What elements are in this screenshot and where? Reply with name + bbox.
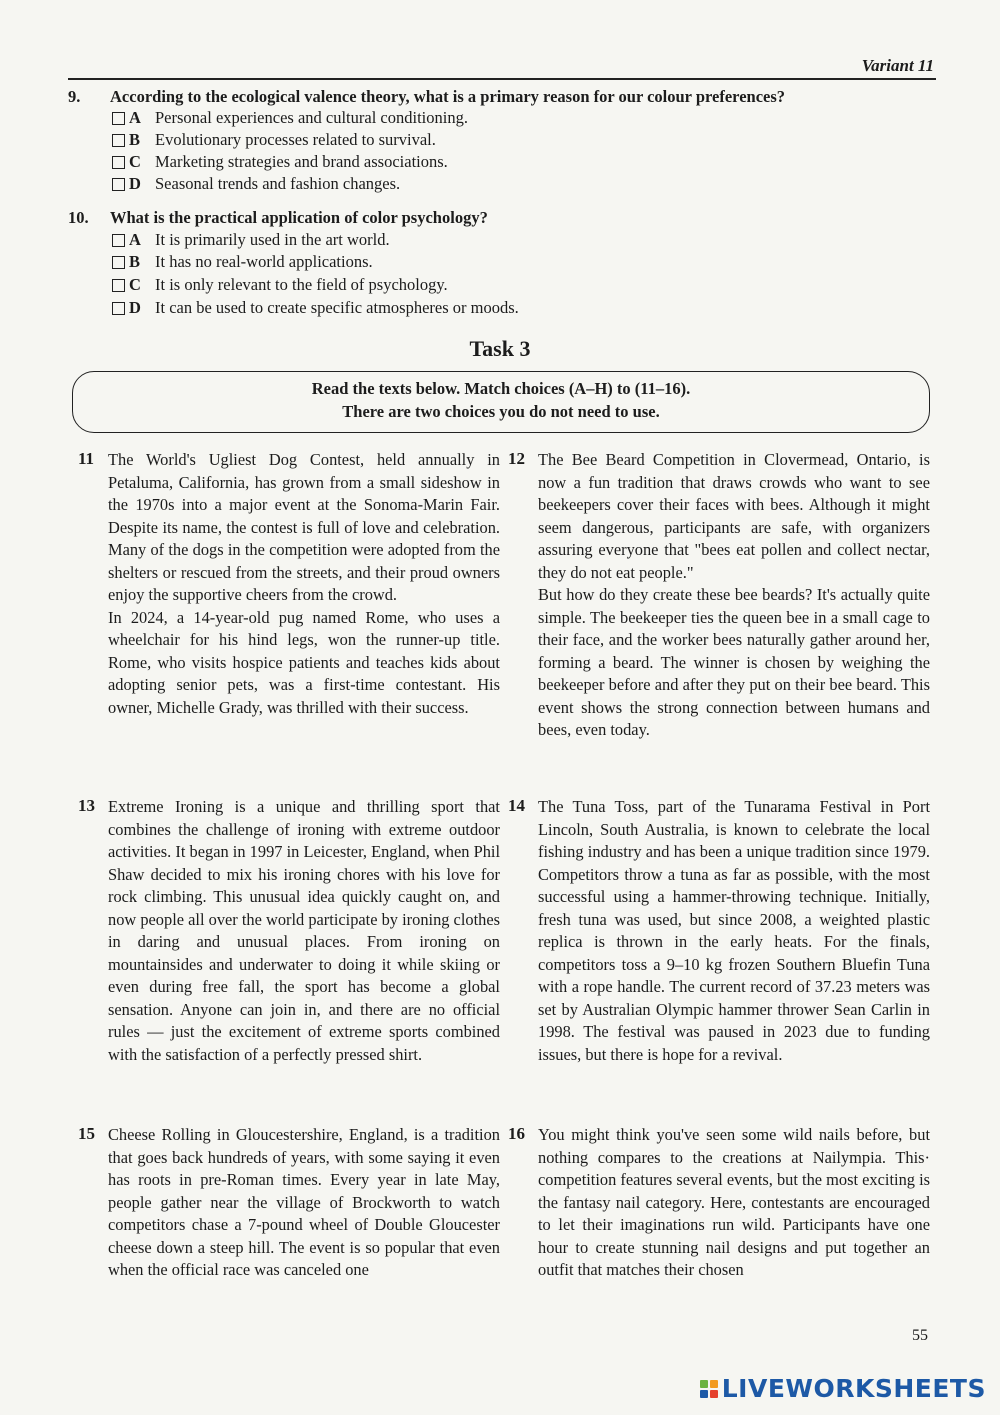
text-16 bbox=[508, 1124, 930, 1282]
option-text: Personal experiences and cultural conditioning. bbox=[155, 108, 468, 127]
option-b[interactable] bbox=[112, 130, 436, 150]
text-paragraph: Cheese Rolling in Gloucestershire, England, is a tradition that goes back hundreds of years, with some saying it even has roots in pre-Roman times. Every year in late May, people gather near the village of Brockworth to watch competitors chase a 7-pound wheel of Double Gloucester cheese down a steep hill. The event is so popular that even when the official race was canceled one bbox=[108, 1125, 500, 1279]
question-number: 9. bbox=[68, 87, 81, 106]
text-number: 15 bbox=[78, 1124, 95, 1143]
option-letter: D bbox=[129, 298, 141, 317]
checkbox[interactable] bbox=[112, 178, 125, 191]
text-13 bbox=[78, 796, 500, 1066]
instruction-box bbox=[72, 371, 930, 433]
option-text: It has no real-world applications. bbox=[155, 252, 373, 271]
text-15 bbox=[78, 1124, 500, 1282]
question-text: According to the ecological valence theory, what is a primary reason for our colour preferences? bbox=[110, 87, 786, 106]
text-paragraph: In 2024, a 14-year-old pug named Rome, who uses a wheelchair for his hind legs, won the runner-up title. Rome, who visits hospice patients and teaches kids about adopting senior pets, was a first-time contestant. His owner, Michelle Grady, was thrilled with their success. bbox=[108, 607, 500, 717]
option-letter: D bbox=[129, 174, 141, 193]
option-d[interactable] bbox=[112, 298, 519, 318]
text-number: 13 bbox=[78, 796, 95, 815]
question-text: What is the practical application of color psychology? bbox=[110, 208, 488, 227]
text-paragraph: The Bee Beard Competition in Clovermead, Ontario, is now a fun tradition that draws crowds who want to see beekeepers cover their faces with bees. Although it might seem dangerous, participants are safe, with organizers assuring everyone that "bees eat pollen and collect nectar, they do not eat people." bbox=[538, 450, 930, 582]
instruction-line: There are two choices you do not need to use. bbox=[342, 402, 660, 421]
option-letter: A bbox=[129, 108, 141, 127]
instruction-line: Read the texts below. Match choices (A–H) to (11–16). bbox=[311, 379, 691, 398]
option-c[interactable] bbox=[112, 275, 448, 295]
text-paragraph: But how do they create these bee beards? It's actually quite simple. The beekeeper ties the queen bee in a small cage to their face, and the worker bees naturally gather around her, forming a beard. The winner is chosen by weighing the beekeeper before and after they put on their bee beard. This event shows the strong connection between humans and bees, even today. bbox=[538, 585, 930, 739]
text-14 bbox=[508, 796, 930, 1066]
text-12 bbox=[508, 449, 930, 742]
text-paragraph: The World's Ugliest Dog Contest, held annually in Petaluma, California, has grown from a small sideshow in the 1970s into a major event at the Sonoma-Marin Fair. Despite its name, the contest is full of love and celebration. Many of the dogs in the competition were adopted from the shelters or rescued from the streets, and their proud owners enjoy the supportive cheers from the crowd. bbox=[108, 450, 500, 604]
header-rule bbox=[68, 78, 936, 80]
text-paragraph: You might think you've seen some wild nails before, but nothing compares to the creations at Nailympia. This· competition features several events, but the most exciting is the fantasy nail category. Here, contestants are encouraged to let their imaginations run wild. Participants have one hour to create stunning nail designs and put together an outfit that matches their chosen bbox=[538, 1125, 930, 1279]
text-paragraph: Extreme Ironing is a unique and thrilling sport that combines the challenge of ironing with extreme outdoor activities. It began in 1997 in Leicester, England, when Phil Shaw decided to mix his ironing chores with his love for rock climbing. This unusual idea quickly caught on, and now people all over the world participate by ironing clothes in daring and unusual places. From ironing on mountainsides and underwater to doing it while skiing or even during free fall, the sport has become a global sensation. Anyone can join in, and there are no official rules — just the excitement of extreme sports combined with the satisfaction of a perfectly pressed shirt. bbox=[108, 797, 500, 1064]
question-9 bbox=[68, 87, 938, 199]
option-c[interactable] bbox=[112, 152, 448, 172]
task-title: Task 3 bbox=[469, 336, 531, 361]
checkbox[interactable] bbox=[112, 112, 125, 125]
logo-text: LIVEWORKSHEETS bbox=[721, 1374, 986, 1403]
liveworksheets-logo[interactable] bbox=[700, 1374, 986, 1403]
option-letter: B bbox=[129, 252, 141, 271]
option-a[interactable] bbox=[112, 108, 468, 128]
checkbox[interactable] bbox=[112, 279, 125, 292]
text-number: 11 bbox=[78, 449, 95, 468]
checkbox[interactable] bbox=[112, 302, 125, 315]
option-letter: C bbox=[129, 275, 141, 294]
option-letter: A bbox=[129, 230, 141, 249]
option-text: It can be used to create specific atmospheres or moods. bbox=[155, 298, 519, 317]
option-text: It is only relevant to the field of psychology. bbox=[155, 275, 448, 294]
option-d[interactable] bbox=[112, 174, 400, 194]
option-a[interactable] bbox=[112, 230, 390, 250]
checkbox[interactable] bbox=[112, 234, 125, 247]
checkbox[interactable] bbox=[112, 134, 125, 147]
text-paragraph: The Tuna Toss, part of the Tunarama Festival in Port Lincoln, South Australia, is known to celebrate the local fishing industry and has been a unique tradition since 1979. Competitors throw a tuna as far as possible, with the most successful using a hammer-throwing technique. Initially, fresh tuna was used, but since 2008, a weighted plastic replica is thrown in the early heats. For the finals, competitors toss a 9–10 kg frozen Southern Bluefin Tuna with a rope handle. The current record of 37.23 meters was set by Australian Olympic hammer thrower Sean Carlin in 1998. The festival was paused in 2023 due to funding issues, but there is hope for a revival. bbox=[538, 797, 930, 1064]
option-letter: B bbox=[129, 130, 141, 149]
text-number: 16 bbox=[508, 1124, 525, 1143]
option-b[interactable] bbox=[112, 252, 373, 272]
option-text: Evolutionary processes related to survival. bbox=[155, 130, 436, 149]
checkbox[interactable] bbox=[112, 256, 125, 269]
question-10 bbox=[68, 208, 938, 320]
text-11 bbox=[78, 449, 500, 719]
option-text: Marketing strategies and brand associations. bbox=[155, 152, 448, 171]
checkbox[interactable] bbox=[112, 156, 125, 169]
option-letter: C bbox=[129, 152, 141, 171]
text-number: 14 bbox=[508, 796, 525, 815]
text-number: 12 bbox=[508, 449, 525, 468]
page-number: 55 bbox=[912, 1327, 928, 1344]
logo-grid-icon bbox=[700, 1380, 718, 1398]
option-text: It is primarily used in the art world. bbox=[155, 230, 390, 249]
option-text: Seasonal trends and fashion changes. bbox=[155, 174, 401, 193]
question-number: 10. bbox=[68, 208, 89, 227]
variant-label: Variant 11 bbox=[861, 56, 934, 75]
